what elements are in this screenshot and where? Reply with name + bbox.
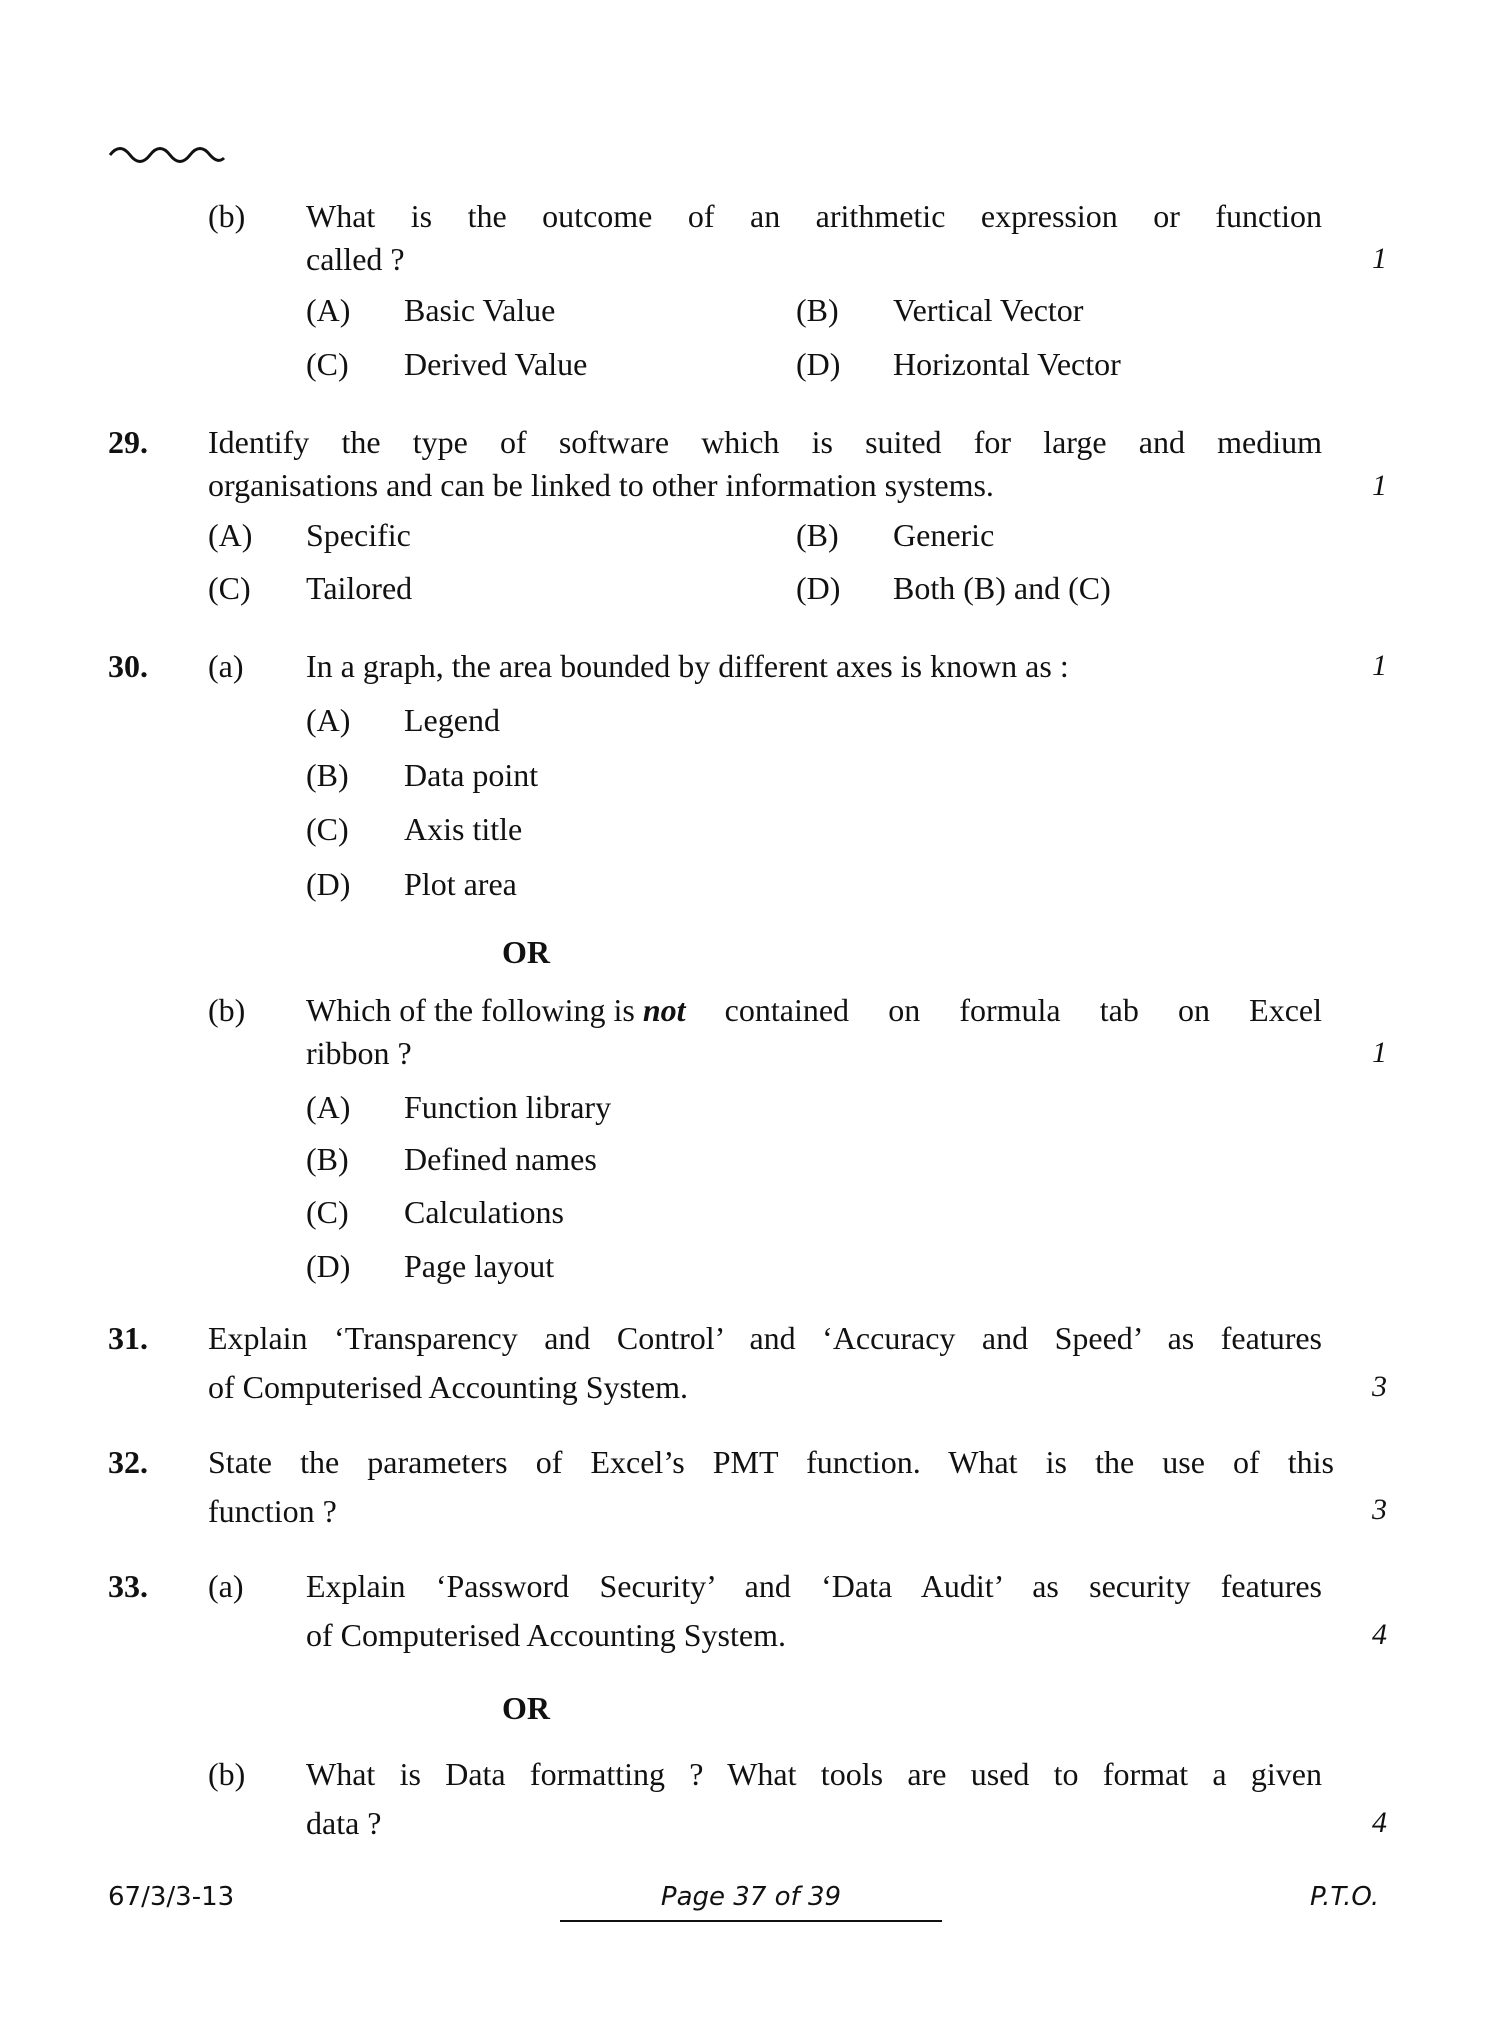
option-text: Both (B) and (C) [893,570,1111,606]
emphasis-not: not [642,992,686,1028]
option-text: Axis title [404,811,523,847]
or-divider: OR [502,934,550,970]
pto-label: P.T.O. [1310,1882,1380,1912]
option-text: Horizontal Vector [893,346,1121,382]
question-text [306,989,1322,1032]
option-key: (C) [306,346,349,382]
option-key: (D) [306,1248,351,1284]
option-text: Vertical Vector [893,292,1084,328]
marks: 3 [1372,1493,1387,1526]
question-text: data ? [306,1805,382,1841]
question-text: of Computerised Accounting System. [208,1369,688,1405]
option-text: Generic [893,517,995,553]
option-text: Calculations [404,1194,564,1230]
option-key: (B) [306,1141,349,1177]
option-text: Data point [404,757,539,793]
question-text: State the parameters of Excel’s PMT function. What is the use of this [208,1444,1334,1480]
question-text: Explain ‘Transparency and Control’ and ‘Accuracy and Speed’ as features [208,1320,1322,1356]
option-key: (A) [306,1089,351,1125]
question-text: In a graph, the area bounded by different axes is known as : [306,648,1069,684]
sub-label: (b) [208,992,246,1028]
squiggle-mark [108,140,228,170]
option-key: (D) [796,346,841,382]
paper-code: 67/3/3-13 [108,1882,235,1912]
question-number: 30. [108,648,148,684]
option-key: (C) [208,570,251,606]
option-key: (B) [796,517,839,553]
sub-label: (b) [208,198,246,234]
sub-label: (b) [208,1756,246,1792]
option-key: (A) [306,292,351,328]
question-text: function ? [208,1493,337,1529]
option-key: (B) [796,292,839,328]
question-text: of Computerised Accounting System. [306,1617,786,1653]
option-key: (A) [306,702,351,738]
or-divider: OR [502,1690,550,1726]
option-key: (C) [306,811,349,847]
question-text: Explain ‘Password Security’ and ‘Data Audit’ as security features [306,1568,1322,1604]
option-text: Plot area [404,866,517,902]
option-key: (B) [306,757,349,793]
marks: 3 [1372,1370,1387,1403]
page-number: Page 37 of 39 [660,1882,842,1912]
question-number: 33. [108,1568,148,1604]
marks: 1 [1372,649,1387,682]
option-text: Function library [404,1089,612,1125]
option-key: (C) [306,1194,349,1230]
question-text: What is the outcome of an arithmetic expression or function [306,198,1322,234]
question-text: What is Data formatting ? What tools are used to format a given [306,1756,1322,1792]
marks: 1 [1372,469,1387,502]
marks: 4 [1372,1806,1387,1839]
sub-label: (a) [208,1568,244,1604]
marks: 1 [1372,1036,1387,1069]
option-text: Derived Value [404,346,588,382]
question-text-part: Which of the following is [306,992,643,1028]
question-text: organisations and can be linked to other information systems. [208,467,994,503]
option-key: (A) [208,517,253,553]
question-text-part: contained on formula tab on Excel [685,992,1322,1028]
option-text: Tailored [306,570,413,606]
question-number: 29. [108,424,148,460]
option-text: Specific [306,517,411,553]
option-key: (D) [306,866,351,902]
option-key: (D) [796,570,841,606]
question-text: ribbon ? [306,1035,412,1071]
question-text: Identify the type of software which is suited for large and medium [208,424,1322,460]
option-text: Basic Value [404,292,556,328]
option-text: Page layout [404,1248,555,1284]
marks: 4 [1372,1618,1387,1651]
question-text: called ? [306,241,405,277]
question-number: 32. [108,1444,148,1480]
sub-label: (a) [208,648,244,684]
footer-underline [560,1920,942,1922]
option-text: Defined names [404,1141,597,1177]
option-text: Legend [404,702,500,738]
marks: 1 [1372,242,1387,275]
question-number: 31. [108,1320,148,1356]
